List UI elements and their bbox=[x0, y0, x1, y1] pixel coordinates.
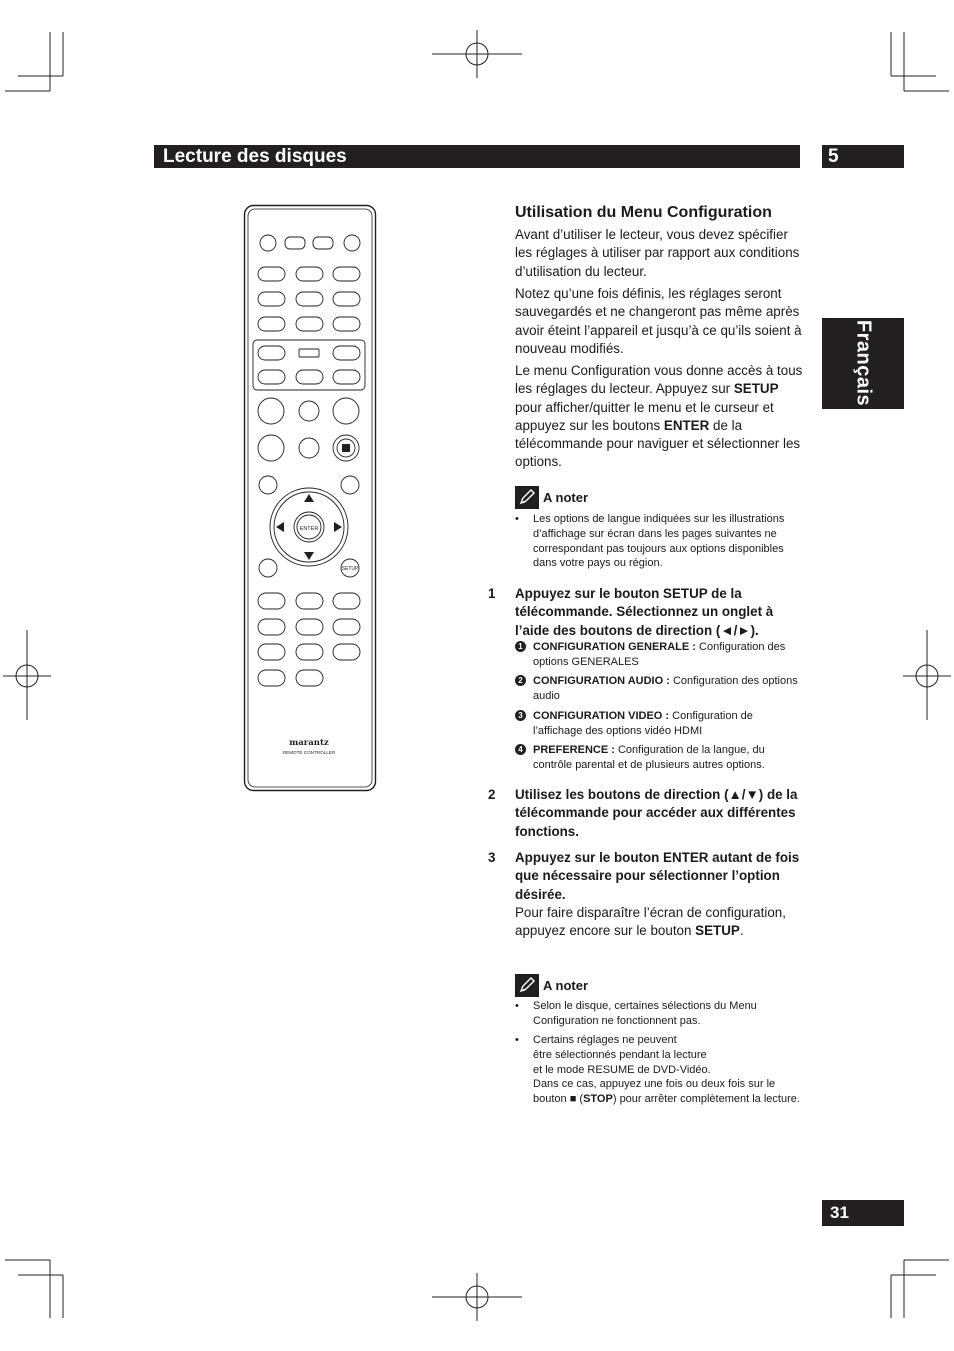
note-2-bullet-1: • Selon le disque, certaines sélections du Menu Configuration ne fonctionnent pas. bbox=[515, 1000, 757, 1027]
remote-control-illustration bbox=[242, 203, 378, 793]
intro-paragraph-3: Le menu Configuration vous donne accès à tous les réglages du lecteur. Appuyez sur SETUP pour afficher/quitter le menu et le curseur et appuyez sur les boutons ENTER de la télécommande pour naviguer et sélectionner les options. bbox=[515, 363, 803, 470]
remote-brand-logo: marantz bbox=[289, 738, 329, 748]
chapter-number: 5 bbox=[822, 145, 904, 168]
note-title-1: A noter bbox=[543, 490, 589, 505]
note-title-2: A noter bbox=[543, 978, 589, 993]
tab-item-audio: 2 CONFIGURATION AUDIO : Configuration des options audio bbox=[515, 674, 805, 704]
note-2-bullet-2: • Certains réglages ne peuvent être sélectionnés pendant la lecture et le mode RESUME de DVD-Vidéo. Dans ce cas, appuyez une fois ou deux fois sur le bouton ■ (STOP) pour arrêter complètement la lecture. bbox=[515, 1034, 800, 1106]
page-number: 31 bbox=[822, 1200, 904, 1226]
remote-model-label: REMOTE CONTROLLER bbox=[282, 750, 336, 755]
note-heading-1 bbox=[515, 486, 588, 509]
stop-button-icon bbox=[342, 444, 350, 452]
tab-item-preference: 4 PREFERENCE : Configuration de la langue, du contrôle parental et de plusieurs autres options. bbox=[515, 743, 805, 773]
enter-button-label: ENTER bbox=[299, 526, 319, 532]
intro-paragraph-1: Avant d’utiliser le lecteur, vous devez spécifier les réglages à utiliser par rapport aux conditions d’utilisation du lecteur. bbox=[515, 227, 800, 279]
pencil-note-icon bbox=[515, 486, 539, 509]
language-tab bbox=[822, 318, 904, 409]
intro-paragraph-2: Notez qu’une fois définis, les réglages seront sauvegardés et ne changeront pas même après avoir éteint l’appareil et jusqu’à ce qu’ils soient à nouveau modifiés. bbox=[515, 286, 802, 356]
pencil-note-icon bbox=[515, 974, 539, 997]
note-1-bullet: • Les options de langue indiquées sur les illustrations d’affichage sur écran dans les pages suivantes ne correspondant pas toujours aux options disponibles dans votre pays ou région. bbox=[515, 513, 785, 570]
tab-item-video: 3 CONFIGURATION VIDEO : Configuration de l’affichage des options vidéo HDMI bbox=[515, 709, 805, 739]
language-tab-label: Français bbox=[852, 319, 875, 407]
note-heading-2 bbox=[515, 974, 588, 997]
section-heading: Utilisation du Menu Configuration bbox=[515, 204, 772, 221]
section-title-bar: Lecture des disques bbox=[154, 145, 800, 168]
setup-button-label: SETUP bbox=[341, 566, 359, 572]
tab-item-general: 1 CONFIGURATION GENERALE : Configuration des options GENERALES bbox=[515, 640, 805, 670]
